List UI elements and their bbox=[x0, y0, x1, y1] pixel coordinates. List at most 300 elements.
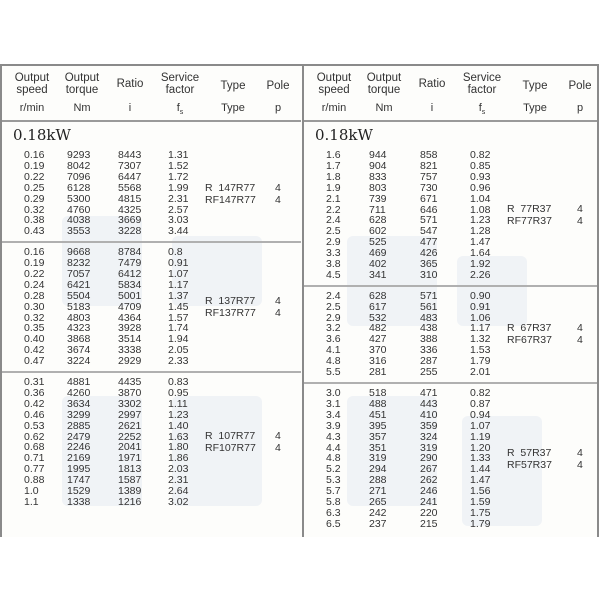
output-torque-cell: 711 bbox=[369, 203, 386, 216]
output-torque-cell: 1995 bbox=[67, 463, 91, 476]
ratio-cell: 255 bbox=[420, 366, 438, 379]
ratio-cell: 821 bbox=[420, 159, 438, 172]
output-torque-cell: 4803 bbox=[67, 311, 91, 324]
output-speed-cell: 0.19 bbox=[24, 257, 45, 270]
type-designation: R 137R77 bbox=[205, 295, 256, 308]
output-speed-cell: 2.4 bbox=[326, 289, 341, 302]
service-factor-cell: 1.53 bbox=[470, 344, 491, 357]
output-torque-cell: 4760 bbox=[67, 203, 91, 216]
output-speed-cell: 0.43 bbox=[24, 225, 45, 238]
type-designation: R 57R37 bbox=[507, 446, 552, 459]
ratio-cell: 8784 bbox=[118, 246, 142, 259]
power-rating: 0.18kW bbox=[13, 126, 71, 144]
service-factor-cell: 1.52 bbox=[168, 159, 189, 172]
output-torque-cell: 4323 bbox=[67, 322, 91, 335]
output-torque-cell: 237 bbox=[369, 517, 387, 530]
ratio-cell: 571 bbox=[420, 214, 438, 227]
service-factor-cell: 1.07 bbox=[470, 419, 491, 432]
output-torque-cell: 242 bbox=[369, 506, 387, 519]
service-factor-cell: 0.82 bbox=[470, 149, 491, 161]
gear-unit-group bbox=[2, 373, 301, 512]
output-speed-cell: 0.42 bbox=[24, 344, 45, 357]
ratio-cell: 443 bbox=[420, 397, 438, 410]
output-speed-cell: 1.0 bbox=[24, 485, 39, 498]
table-row bbox=[2, 356, 202, 367]
output-speed-cell: 3.3 bbox=[326, 247, 341, 260]
left-column bbox=[2, 66, 301, 537]
output-torque-cell: 402 bbox=[369, 258, 387, 270]
ratio-cell: 1813 bbox=[118, 463, 142, 476]
output-speed-cell: 0.22 bbox=[24, 170, 45, 183]
ratio-cell: 8443 bbox=[118, 149, 142, 161]
service-factor-cell: 1.20 bbox=[470, 441, 491, 454]
ratio-cell: 4709 bbox=[118, 300, 142, 313]
output-speed-cell: 6.5 bbox=[326, 517, 341, 530]
ratio-cell: 220 bbox=[420, 506, 438, 519]
output-speed-cell: 0.22 bbox=[24, 267, 45, 280]
output-speed-cell: 0.71 bbox=[24, 452, 45, 465]
output-speed-cell: 6.3 bbox=[326, 506, 341, 519]
ratio-cell: 671 bbox=[420, 192, 438, 205]
output-torque-cell: 294 bbox=[369, 463, 387, 476]
output-torque-cell: 9668 bbox=[67, 246, 91, 259]
output-torque-cell: 469 bbox=[369, 247, 387, 260]
service-factor-cell: 3.03 bbox=[168, 214, 189, 227]
ratio-cell: 6447 bbox=[118, 170, 142, 183]
output-torque-cell: 2246 bbox=[67, 441, 91, 454]
service-factor-cell: 1.79 bbox=[470, 355, 491, 368]
service-factor-cell: 1.79 bbox=[470, 517, 491, 530]
output-speed-cell: 0.62 bbox=[24, 430, 45, 443]
output-speed-cell: 0.42 bbox=[24, 397, 45, 410]
table-row bbox=[304, 519, 504, 530]
output-torque-cell: 525 bbox=[369, 236, 387, 249]
output-torque-cell: 4260 bbox=[67, 386, 91, 399]
type-designation: RF137R77 bbox=[205, 307, 256, 320]
output-speed-cell: 0.25 bbox=[24, 181, 45, 194]
header-text: Output bbox=[316, 72, 352, 84]
service-factor-cell: 1.04 bbox=[470, 192, 491, 205]
gear-unit-group bbox=[304, 384, 599, 534]
output-speed-cell: 4.3 bbox=[326, 430, 341, 443]
header-pole: Pole bbox=[266, 80, 290, 92]
ratio-cell: 1216 bbox=[118, 495, 142, 508]
header-service-factor bbox=[152, 72, 208, 96]
header-text: Output bbox=[366, 72, 402, 84]
output-torque-cell: 4038 bbox=[67, 214, 91, 227]
header-pole: Pole bbox=[568, 80, 592, 92]
ratio-cell: 410 bbox=[420, 408, 438, 421]
right-column bbox=[302, 66, 599, 537]
output-torque-cell: 319 bbox=[369, 452, 387, 465]
service-factor-cell: 0.91 bbox=[168, 257, 189, 270]
output-speed-cell: 0.35 bbox=[24, 322, 45, 335]
unit-torque: Nm bbox=[375, 102, 393, 114]
ratio-cell: 571 bbox=[420, 289, 438, 302]
output-torque-cell: 395 bbox=[369, 419, 387, 432]
ratio-cell: 4435 bbox=[118, 376, 142, 389]
ratio-cell: 3302 bbox=[118, 397, 142, 410]
output-speed-cell: 0.32 bbox=[24, 311, 45, 324]
output-speed-cell: 5.2 bbox=[326, 463, 341, 476]
service-factor-cell: 1.17 bbox=[470, 322, 491, 335]
ratio-cell: 5001 bbox=[118, 289, 142, 302]
ratio-cell: 365 bbox=[420, 258, 438, 270]
ratio-cell: 287 bbox=[420, 355, 438, 368]
ratio-cell: 561 bbox=[420, 300, 438, 313]
output-torque-cell: 518 bbox=[369, 387, 387, 399]
service-factor-cell: 1.31 bbox=[168, 149, 189, 161]
output-torque-cell: 6128 bbox=[67, 181, 91, 194]
service-factor-cell: 2.31 bbox=[168, 192, 189, 205]
service-factor-cell: 1.19 bbox=[470, 430, 491, 443]
pole-count: 4 bbox=[275, 181, 281, 194]
header-text: torque bbox=[65, 84, 99, 96]
output-speed-cell: 3.2 bbox=[326, 322, 341, 335]
type-designation: RF77R37 bbox=[507, 215, 552, 228]
ratio-cell: 310 bbox=[420, 268, 438, 281]
ratio-cell: 1971 bbox=[118, 452, 142, 465]
output-torque-cell: 7096 bbox=[67, 170, 91, 183]
output-torque-cell: 316 bbox=[369, 355, 387, 368]
output-torque-cell: 803 bbox=[369, 181, 387, 194]
service-factor-cell: 1.28 bbox=[470, 225, 491, 238]
output-torque-cell: 532 bbox=[369, 311, 387, 324]
service-factor-cell: 2.26 bbox=[470, 268, 491, 281]
ratio-cell: 262 bbox=[420, 474, 438, 487]
service-factor-cell: 1.06 bbox=[470, 311, 491, 324]
service-factor-cell: 1.23 bbox=[470, 214, 491, 227]
ratio-cell: 6412 bbox=[118, 267, 142, 280]
output-speed-cell: 0.88 bbox=[24, 474, 45, 487]
output-torque-cell: 281 bbox=[369, 366, 387, 379]
output-torque-cell: 4881 bbox=[67, 376, 91, 389]
ratio-cell: 4815 bbox=[118, 192, 142, 205]
header-output-torque bbox=[360, 72, 408, 96]
unit-type: Type bbox=[523, 102, 547, 114]
unit-pole: p bbox=[576, 102, 584, 114]
output-torque-cell: 351 bbox=[369, 441, 387, 454]
pole-count: 4 bbox=[577, 322, 583, 335]
table-row bbox=[304, 270, 504, 281]
header-text: Service bbox=[160, 72, 200, 84]
ratio-cell: 7479 bbox=[118, 257, 142, 270]
output-torque-cell: 2479 bbox=[67, 430, 91, 443]
output-torque-cell: 357 bbox=[369, 430, 387, 443]
output-torque-cell: 904 bbox=[369, 159, 387, 172]
output-speed-cell: 0.38 bbox=[24, 214, 45, 227]
ratio-cell: 2041 bbox=[118, 441, 142, 454]
output-torque-cell: 833 bbox=[369, 170, 387, 183]
service-factor-cell: 1.59 bbox=[470, 496, 491, 508]
ratio-cell: 2621 bbox=[118, 419, 142, 432]
ratio-cell: 319 bbox=[420, 441, 438, 454]
output-torque-cell: 602 bbox=[369, 225, 387, 238]
type-designation: R 67R37 bbox=[507, 322, 552, 335]
output-torque-cell: 628 bbox=[369, 289, 387, 302]
service-factor-cell: 1.94 bbox=[168, 333, 189, 346]
header-service-factor bbox=[454, 72, 510, 96]
output-speed-cell: 4.1 bbox=[326, 344, 341, 357]
ratio-cell: 2929 bbox=[118, 355, 142, 368]
header-ratio: Ratio bbox=[116, 78, 144, 90]
output-torque-cell: 8042 bbox=[67, 159, 91, 172]
pole-count: 4 bbox=[275, 193, 281, 206]
ratio-cell: 3338 bbox=[118, 344, 142, 357]
pole-count: 4 bbox=[577, 203, 583, 216]
output-speed-cell: 3.6 bbox=[326, 333, 341, 346]
output-speed-cell: 4.8 bbox=[326, 452, 341, 465]
column-header bbox=[304, 66, 599, 122]
ratio-cell: 5834 bbox=[118, 278, 142, 291]
output-speed-cell: 4.4 bbox=[326, 441, 341, 454]
header-text: speed bbox=[16, 84, 48, 96]
service-factor-cell: 1.47 bbox=[470, 236, 491, 249]
output-torque-cell: 288 bbox=[369, 474, 387, 487]
pole-count: 4 bbox=[275, 430, 281, 443]
service-factor-cell: 1.17 bbox=[168, 278, 189, 291]
header-output-speed bbox=[10, 72, 54, 96]
header-output-torque bbox=[58, 72, 106, 96]
service-factor-cell: 2.03 bbox=[168, 463, 189, 476]
header-type: Type bbox=[522, 80, 548, 92]
column-header bbox=[2, 66, 301, 122]
header-type: Type bbox=[220, 80, 246, 92]
output-torque-cell: 488 bbox=[369, 397, 387, 410]
header-text: torque bbox=[367, 84, 401, 96]
service-factor-cell: 1.11 bbox=[168, 397, 188, 410]
header-text: factor bbox=[165, 84, 195, 96]
ratio-cell: 3870 bbox=[118, 386, 142, 399]
output-torque-cell: 7057 bbox=[67, 267, 91, 280]
unit-pole: p bbox=[274, 102, 282, 114]
ratio-cell: 4325 bbox=[118, 203, 142, 216]
ratio-cell: 215 bbox=[420, 517, 438, 530]
gear-unit-group bbox=[2, 146, 301, 243]
output-speed-cell: 3.0 bbox=[326, 387, 341, 399]
service-factor-cell: 0.93 bbox=[470, 170, 491, 183]
ratio-cell: 7307 bbox=[118, 159, 142, 172]
ratio-cell: 246 bbox=[420, 485, 438, 498]
ratio-cell: 359 bbox=[420, 419, 438, 432]
service-factor-cell: 0.95 bbox=[168, 386, 189, 399]
service-factor-cell: 3.02 bbox=[168, 495, 189, 508]
pole-count: 4 bbox=[275, 442, 281, 455]
output-speed-cell: 2.4 bbox=[326, 214, 341, 227]
output-torque-cell: 341 bbox=[369, 268, 387, 281]
ratio-cell: 3228 bbox=[118, 225, 142, 238]
output-torque-cell: 370 bbox=[369, 344, 387, 357]
output-speed-cell: 1.8 bbox=[326, 170, 341, 183]
ratio-cell: 3514 bbox=[118, 333, 142, 346]
service-factor-cell: 1.86 bbox=[168, 452, 189, 465]
service-factor-cell: 1.32 bbox=[470, 333, 491, 346]
output-torque-cell: 271 bbox=[369, 485, 387, 498]
ratio-cell: 438 bbox=[420, 322, 438, 335]
service-factor-cell: 1.57 bbox=[168, 311, 189, 324]
output-speed-cell: 0.28 bbox=[24, 289, 45, 302]
output-speed-cell: 1.7 bbox=[326, 159, 341, 172]
output-torque-cell: 1747 bbox=[67, 474, 91, 487]
output-speed-cell: 0.16 bbox=[24, 149, 45, 161]
service-factor-cell: 2.01 bbox=[470, 366, 491, 379]
ratio-cell: 324 bbox=[420, 430, 438, 443]
output-torque-cell: 6421 bbox=[67, 278, 91, 291]
output-speed-cell: 0.31 bbox=[24, 376, 45, 389]
ratio-cell: 646 bbox=[420, 203, 438, 216]
service-factor-cell: 1.33 bbox=[470, 452, 491, 465]
ratio-cell: 426 bbox=[420, 247, 438, 260]
output-torque-cell: 617 bbox=[369, 300, 387, 313]
output-torque-cell: 3634 bbox=[67, 397, 91, 410]
type-designation: R 77R37 bbox=[507, 203, 552, 216]
service-factor-cell: 1.56 bbox=[470, 485, 491, 498]
output-speed-cell: 2.2 bbox=[326, 203, 341, 216]
ratio-cell: 4364 bbox=[118, 311, 142, 324]
ratio-cell: 477 bbox=[420, 236, 438, 249]
output-torque-cell: 2885 bbox=[67, 419, 91, 432]
ratio-cell: 2252 bbox=[118, 430, 142, 443]
output-torque-cell: 265 bbox=[369, 496, 387, 508]
ratio-cell: 858 bbox=[420, 149, 438, 161]
service-factor-cell: 1.63 bbox=[168, 430, 189, 443]
output-torque-cell: 3868 bbox=[67, 333, 91, 346]
table-row bbox=[304, 194, 504, 205]
ratio-cell: 3669 bbox=[118, 214, 142, 227]
output-torque-cell: 482 bbox=[369, 322, 387, 335]
service-factor-cell: 3.44 bbox=[168, 225, 189, 238]
service-factor-cell: 2.33 bbox=[168, 355, 189, 368]
header-ratio: Ratio bbox=[418, 78, 446, 90]
output-speed-cell: 0.47 bbox=[24, 355, 45, 368]
power-rating: 0.18kW bbox=[315, 126, 373, 144]
output-speed-cell: 1.9 bbox=[326, 181, 341, 194]
ratio-cell: 1389 bbox=[118, 485, 142, 498]
table-row bbox=[304, 432, 504, 443]
service-factor-cell: 0.83 bbox=[168, 376, 189, 389]
output-torque-cell: 1338 bbox=[67, 495, 91, 508]
header-output-speed bbox=[312, 72, 356, 96]
ratio-cell: 730 bbox=[420, 181, 438, 194]
ratio-cell: 471 bbox=[420, 387, 438, 399]
pole-count: 4 bbox=[577, 215, 583, 228]
output-speed-cell: 4.8 bbox=[326, 355, 341, 368]
ratio-cell: 290 bbox=[420, 452, 438, 465]
service-factor-cell: 0.87 bbox=[470, 397, 491, 410]
output-speed-cell: 1.1 bbox=[24, 495, 39, 508]
service-factor-cell: 1.37 bbox=[168, 289, 189, 302]
output-torque-cell: 739 bbox=[369, 192, 387, 205]
output-speed-cell: 0.68 bbox=[24, 441, 45, 454]
service-factor-cell: 2.64 bbox=[168, 485, 189, 498]
service-factor-cell: 0.85 bbox=[470, 159, 491, 172]
output-speed-cell: 0.24 bbox=[24, 278, 45, 291]
ratio-cell: 547 bbox=[420, 225, 438, 238]
output-speed-cell: 0.40 bbox=[24, 333, 45, 346]
unit-ratio: i bbox=[128, 102, 132, 114]
output-speed-cell: 1.6 bbox=[326, 149, 341, 161]
output-speed-cell: 0.32 bbox=[24, 203, 45, 216]
output-speed-cell: 0.16 bbox=[24, 246, 45, 259]
ratio-cell: 388 bbox=[420, 333, 438, 346]
service-factor-cell: 0.96 bbox=[470, 181, 491, 194]
service-factor-cell: 1.07 bbox=[168, 267, 189, 280]
output-torque-cell: 2169 bbox=[67, 452, 91, 465]
type-designation: R 107R77 bbox=[205, 430, 256, 443]
service-factor-cell: 1.72 bbox=[168, 170, 189, 183]
output-torque-cell: 9293 bbox=[67, 149, 91, 161]
output-speed-cell: 2.1 bbox=[326, 192, 341, 205]
ratio-cell: 336 bbox=[420, 344, 438, 357]
output-speed-cell: 5.3 bbox=[326, 474, 341, 487]
table-row bbox=[2, 497, 202, 508]
output-speed-cell: 0.30 bbox=[24, 300, 45, 313]
output-speed-cell: 0.46 bbox=[24, 408, 45, 421]
output-torque-cell: 5183 bbox=[67, 300, 91, 313]
output-torque-cell: 5504 bbox=[67, 289, 91, 302]
output-torque-cell: 1529 bbox=[67, 485, 91, 498]
service-factor-cell: 1.47 bbox=[470, 474, 491, 487]
service-factor-cell: 0.8 bbox=[168, 246, 183, 259]
gear-unit-group bbox=[2, 243, 301, 373]
service-factor-cell: 1.40 bbox=[168, 419, 189, 432]
ratio-cell: 1587 bbox=[118, 474, 142, 487]
output-torque-cell: 451 bbox=[369, 408, 387, 421]
ratio-cell: 757 bbox=[420, 170, 438, 183]
output-speed-cell: 4.5 bbox=[326, 268, 341, 281]
header-text: Service bbox=[462, 72, 502, 84]
output-torque-cell: 3299 bbox=[67, 408, 91, 421]
output-speed-cell: 3.9 bbox=[326, 419, 341, 432]
service-factor-cell: 1.64 bbox=[470, 247, 491, 260]
pole-count: 4 bbox=[275, 307, 281, 320]
service-factor-cell: 0.82 bbox=[470, 387, 491, 399]
output-torque-cell: 8232 bbox=[67, 257, 91, 270]
unit-type: Type bbox=[221, 102, 245, 114]
pole-count: 4 bbox=[577, 458, 583, 471]
output-speed-cell: 2.5 bbox=[326, 225, 341, 238]
output-speed-cell: 3.1 bbox=[326, 397, 341, 410]
header-text: Output bbox=[14, 72, 50, 84]
output-speed-cell: 3.4 bbox=[326, 408, 341, 421]
ratio-cell: 267 bbox=[420, 463, 438, 476]
type-designation: RF67R37 bbox=[507, 334, 552, 347]
output-torque-cell: 944 bbox=[369, 149, 387, 161]
service-factor-cell: 1.99 bbox=[168, 181, 189, 194]
output-speed-cell: 2.9 bbox=[326, 311, 341, 324]
unit-ratio: i bbox=[430, 102, 434, 114]
service-factor-cell: 0.94 bbox=[470, 408, 491, 421]
table-row bbox=[304, 367, 504, 378]
service-factor-cell: 1.08 bbox=[470, 203, 491, 216]
gear-unit-group bbox=[304, 146, 599, 287]
header-text: Output bbox=[64, 72, 100, 84]
unit-service-factor: $f_s$ bbox=[478, 102, 486, 117]
output-speed-cell: 0.19 bbox=[24, 159, 45, 172]
output-speed-cell: 0.29 bbox=[24, 192, 45, 205]
service-factor-cell: 1.45 bbox=[168, 300, 189, 313]
type-designation: RF57R37 bbox=[507, 458, 552, 471]
gear-motor-selection-table bbox=[0, 64, 599, 537]
service-factor-cell: 1.80 bbox=[168, 441, 189, 454]
pole-count: 4 bbox=[275, 295, 281, 308]
output-speed-cell: 3.8 bbox=[326, 258, 341, 270]
output-torque-cell: 628 bbox=[369, 214, 387, 227]
ratio-cell: 241 bbox=[420, 496, 438, 508]
service-factor-cell: 1.75 bbox=[470, 506, 491, 519]
service-factor-cell: 1.23 bbox=[168, 408, 189, 421]
type-designation: R 147R77 bbox=[205, 181, 256, 194]
